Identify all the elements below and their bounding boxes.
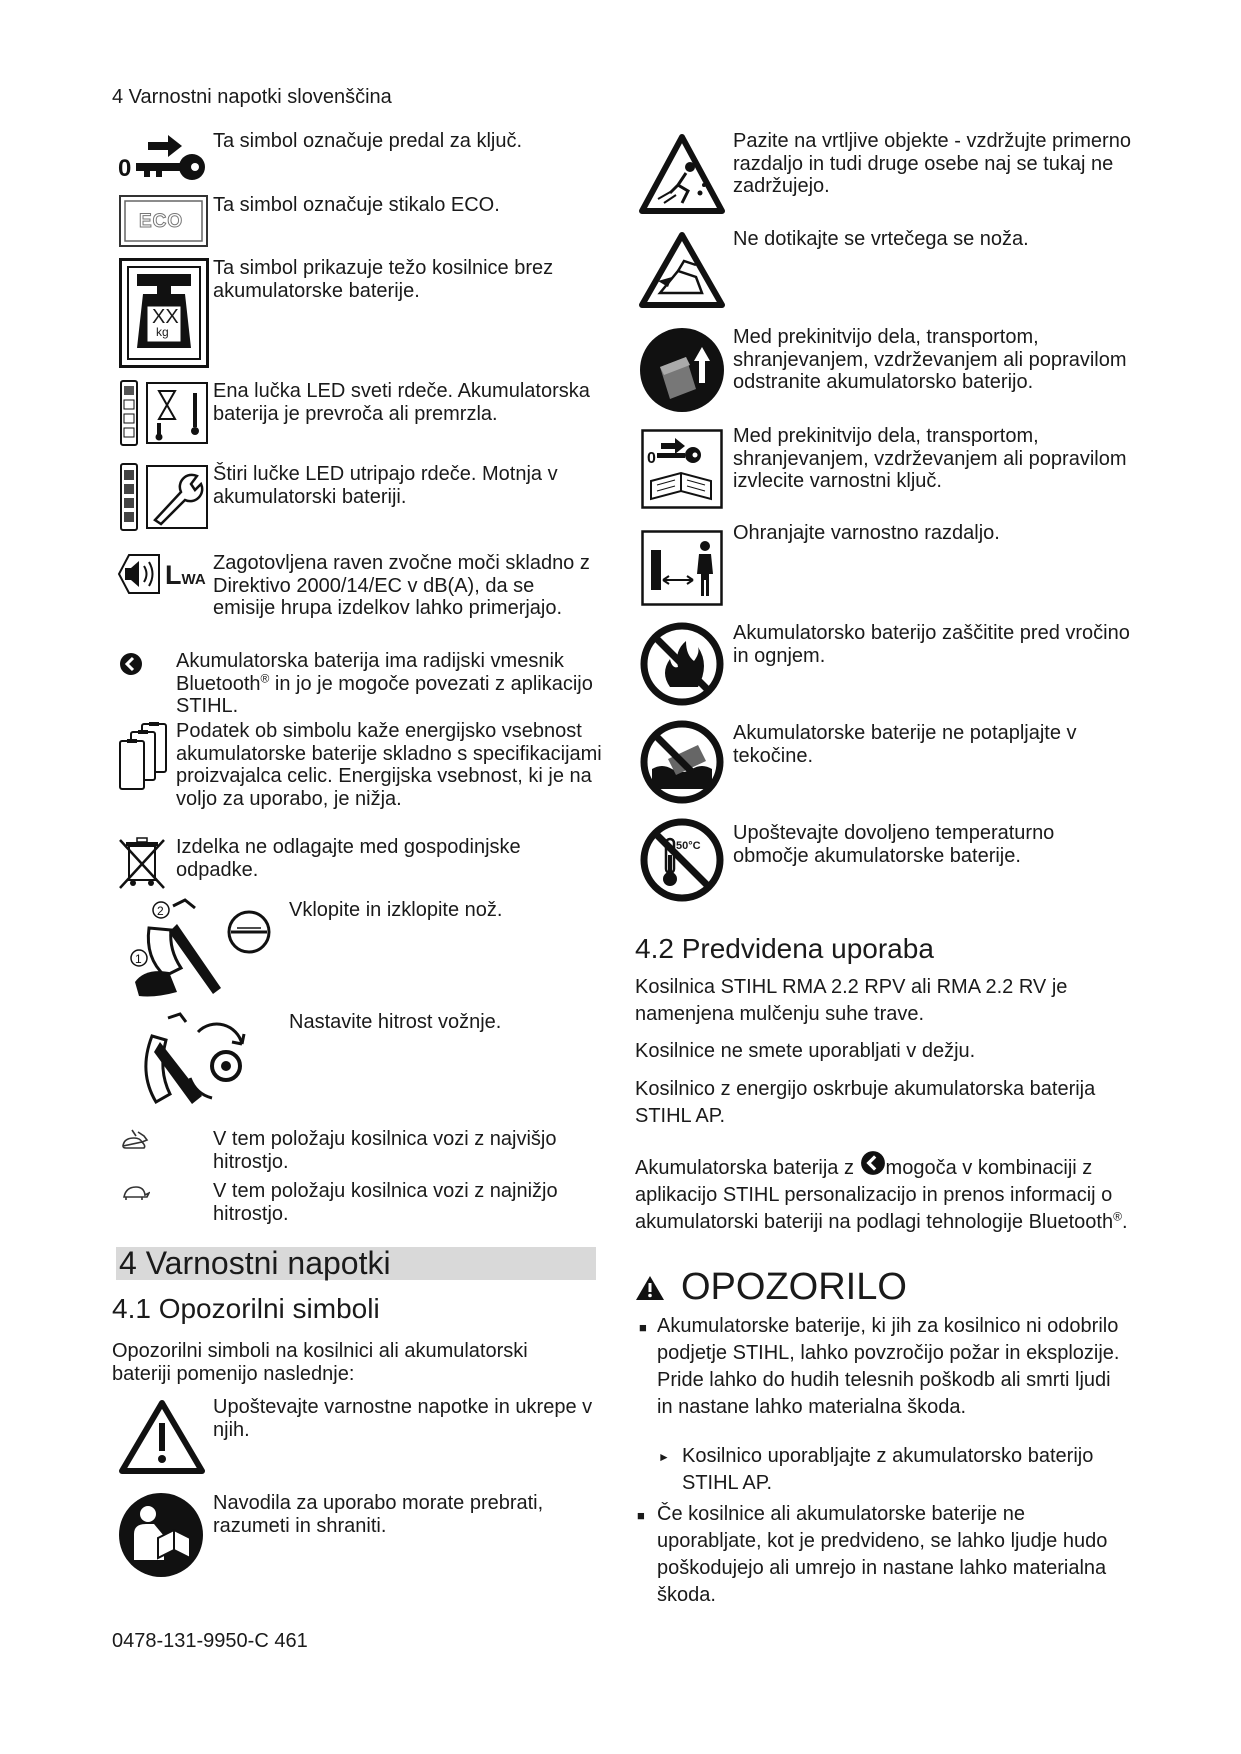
body-paragraph: Kosilnice ne smete uporabljati v dežju. — [635, 1040, 976, 1062]
temperature-range-icon — [638, 817, 726, 903]
weight-label: XX — [152, 306, 179, 328]
battery-energy-icon — [118, 722, 170, 792]
symbol-text: Podatek ob simbolu kaže energijsko vsebnost akumulatorske baterije skladno s specifikacijami proizvajalca celic. Energijska vsebnost, ki je na voljo za uporabo, je nižja. — [176, 720, 602, 810]
warning-triangle-icon — [119, 1399, 205, 1475]
symbol-text: Ne dotikajte se vrtečega se noža. — [733, 228, 1029, 250]
no-immersion-icon — [638, 719, 726, 805]
subsection-title: 4.1 Opozorilni simboli — [112, 1293, 380, 1324]
bullet-icon: ■ — [639, 1320, 647, 1335]
eco-label: ECO — [139, 211, 184, 232]
symbol-text: Ena lučka LED sveti rdeče. Akumulatorska baterija je prevroča ali premrzla. — [213, 380, 590, 425]
blade-switch-icon — [125, 898, 275, 1008]
symbol-text: Navodila za uporabo morate prebrati, razumeti in shraniti. — [213, 1492, 544, 1537]
symbol-text: V tem položaju kosilnica vozi z najvišjo hitrostjo. — [213, 1128, 557, 1173]
symbol-text: Akumulatorsko baterijo zaščitite pred vročino in ognjem. — [733, 622, 1130, 667]
svg-text:0: 0 — [647, 450, 656, 467]
symbol-text: Pazite na vrtljive objekte - vzdržujte primerno razdaljo in tudi druge osebe naj se tukaj ne zadržujejo. — [733, 130, 1131, 197]
sound-power-icon — [117, 551, 165, 597]
tortoise-icon — [120, 1183, 150, 1203]
svg-text:1: 1 — [135, 952, 142, 966]
symbol-text: Upoštevajte varnostne napotke in ukrepe v njih. — [213, 1396, 593, 1441]
subsection-title: 4.2 Predvidena uporaba — [635, 933, 934, 964]
symbol-text: Upoštevajte dovoljeno temperaturno območje akumulatorske baterije. — [733, 822, 1055, 867]
thrown-objects-icon — [638, 133, 726, 217]
warning-item: Akumulatorske baterije, ki jih za kosilnico ni odobrilo podjetje STIHL, lahko povzročijo požar in eksplozije. Pride lahko do hudih telesnih poškodb ali smrti ljudi in nastane lahko materialna škoda. — [657, 1315, 1120, 1418]
remove-battery-icon — [638, 327, 726, 413]
safety-key-icon — [641, 429, 723, 509]
rotating-blade-icon — [638, 231, 726, 311]
symbol-text: Vklopite in izklopite nož. — [289, 899, 503, 921]
drive-speed-icon — [130, 1012, 270, 1120]
key-compartment-icon — [118, 130, 208, 180]
bullet-icon: ■ — [637, 1508, 645, 1523]
symbol-text: Med prekinitvijo dela, transportom, shranjevanjem, vzdrževanjem ali popravilom odstranite akumulatorsko baterijo. — [733, 326, 1127, 393]
svg-text:0: 0 — [118, 155, 132, 180]
warning-triangle-icon — [634, 1274, 666, 1302]
action-arrow-icon: ► — [658, 1450, 670, 1464]
symbol-text: Ohranjajte varnostno razdaljo. — [733, 522, 1000, 544]
svg-text:2: 2 — [157, 904, 164, 918]
symbol-text: Ta simbol označuje predal za ključ. — [213, 130, 523, 152]
temp-label: 50°C — [676, 840, 701, 852]
symbol-text: Akumulatorska baterija ima radijski vmesnik Bluetooth® in jo je mogoče povezati z aplikacijo STIHL. — [176, 650, 593, 717]
led-temperature-icon — [119, 379, 209, 447]
bluetooth-icon — [860, 1150, 886, 1176]
symbol-text: Med prekinitvijo dela, transportom, shranjevanjem, vzdrževanjem ali popravilom izvlecite varnostni ključ. — [733, 425, 1127, 492]
body-paragraph: Kosilnico z energijo oskrbuje akumulatorska baterija STIHL AP. — [635, 1078, 1096, 1127]
body-paragraph: Akumulatorska baterija z mogoča v kombinaciji z aplikacijo STIHL personalizacijo in prenos informacij o akumulatorski bateriji na podlagi tehnologije Bluetooth®. — [635, 1150, 1135, 1236]
lwa-label: LWA — [165, 560, 206, 590]
weight-unit: kg — [156, 325, 169, 339]
symbol-text: Zagotovljena raven zvočne moči skladno z Direktivo 2000/14/EC v dB(A), da se emisije hrupa izdelkov lahko primerjajo. — [213, 552, 590, 619]
safe-distance-icon — [641, 530, 723, 606]
symbol-text: Akumulatorske baterije ne potapljajte v tekočine. — [733, 722, 1077, 767]
led-fault-wrench-icon — [119, 462, 209, 532]
warning-action: Kosilnico uporabljajte z akumulatorsko baterijo STIHL AP. — [682, 1445, 1094, 1494]
warning-item: Če kosilnice ali akumulatorske baterije ne uporabljate, kot je predvideno, se lahko ljudje hudo poškodujejo ali umrejo in nastane lahko materialna škoda. — [657, 1503, 1108, 1606]
symbol-text: V tem položaju kosilnica vozi z najnižjo hitrostjo. — [213, 1180, 558, 1225]
bluetooth-icon — [119, 651, 143, 677]
symbol-text: Ta simbol prikazuje težo kosilnice brez akumulatorske baterije. — [213, 257, 554, 302]
symbol-text: Štiri lučke LED utripajo rdeče. Motnja v akumulatorski bateriji. — [213, 463, 558, 508]
warning-title: OPOZORILO — [681, 1266, 907, 1308]
section-title: 4 Varnostni napotki — [119, 1245, 391, 1281]
symbol-text: Izdelka ne odlagajte med gospodinjske odpadke. — [176, 836, 521, 881]
symbol-text: Ta simbol označuje stikalo ECO. — [213, 194, 500, 216]
read-manual-icon — [118, 1492, 204, 1578]
no-fire-icon — [638, 621, 726, 707]
symbol-text: Nastavite hitrost vožnje. — [289, 1011, 502, 1033]
running-header: 4 Varnostni napotki slovenščina — [112, 86, 392, 108]
hare-icon — [120, 1128, 150, 1152]
crossed-bin-icon — [117, 836, 167, 892]
intro-text: Opozorilni simboli na kosilnici ali akumulatorski bateriji pomenijo naslednje: — [112, 1340, 528, 1385]
footer-code: 0478-131-9950-C 461 — [112, 1630, 308, 1652]
body-paragraph: Kosilnica STIHL RMA 2.2 RPV ali RMA 2.2 RV je namenjena mulčenju suhe trave. — [635, 976, 1068, 1025]
